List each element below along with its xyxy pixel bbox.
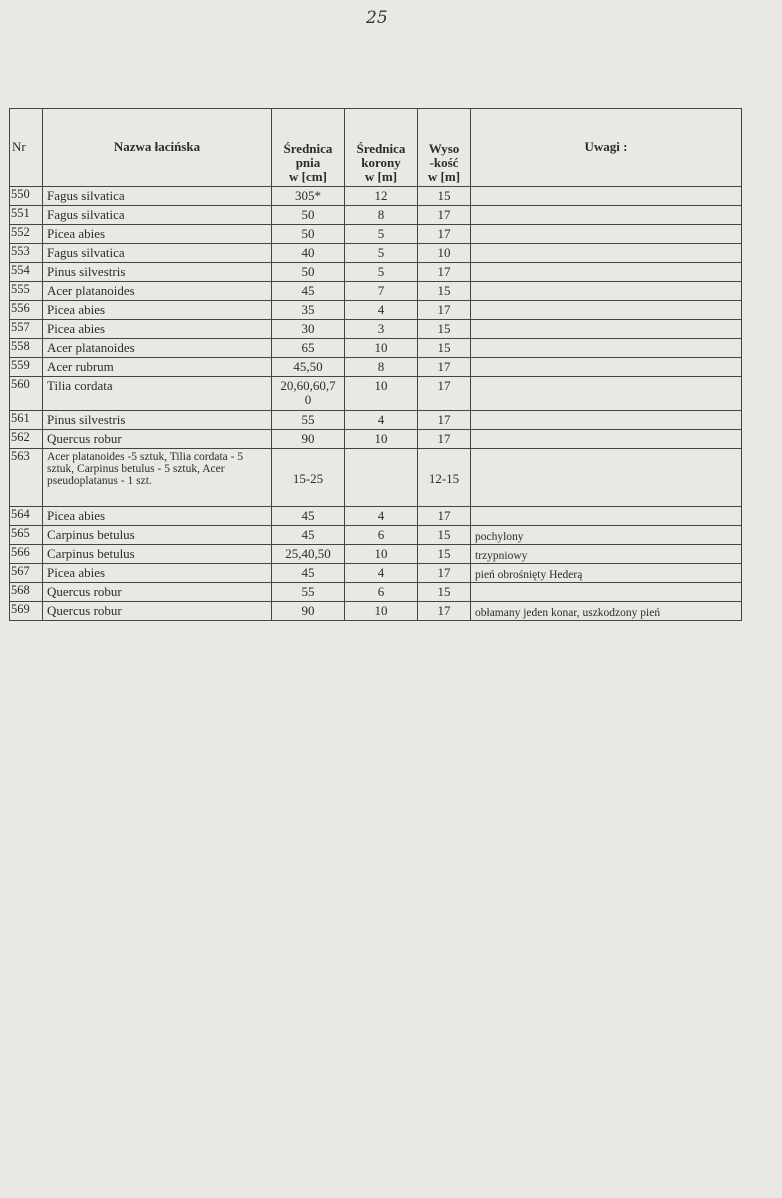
cell-trunk-diameter: 90 bbox=[272, 602, 345, 621]
cell-trunk-diameter: 40 bbox=[272, 244, 345, 263]
cell-trunk-diameter: 45 bbox=[272, 564, 345, 583]
cell-remarks bbox=[471, 320, 742, 339]
cell-nr: 556 bbox=[10, 301, 43, 320]
header-crown-diameter bbox=[345, 109, 418, 187]
cell-nr: 562 bbox=[10, 430, 43, 449]
header-trunk-line-1: Średnica bbox=[283, 141, 333, 156]
cell-trunk-diameter: 25,40,50 bbox=[272, 545, 345, 564]
cell-remarks bbox=[471, 377, 742, 411]
cell-trunk-diameter: 55 bbox=[272, 411, 345, 430]
cell-remarks: obłamany jeden konar, uszkodzony pień bbox=[471, 602, 742, 621]
cell-remarks bbox=[471, 187, 742, 206]
cell-nr: 569 bbox=[10, 602, 43, 621]
table-row bbox=[10, 206, 742, 225]
header-crown-line-2: korony bbox=[361, 155, 401, 170]
cell-latin-name: Fagus silvatica bbox=[43, 187, 272, 206]
table-row bbox=[10, 244, 742, 263]
cell-remarks bbox=[471, 430, 742, 449]
cell-crown-diameter: 10 bbox=[345, 339, 418, 358]
table-row bbox=[10, 187, 742, 206]
cell-crown-diameter: 3 bbox=[345, 320, 418, 339]
cell-trunk-diameter: 35 bbox=[272, 301, 345, 320]
table-row bbox=[10, 507, 742, 526]
cell-remarks bbox=[471, 282, 742, 301]
cell-crown-diameter: 7 bbox=[345, 282, 418, 301]
cell-remarks bbox=[471, 206, 742, 225]
cell-remarks bbox=[471, 583, 742, 602]
cell-remarks bbox=[471, 301, 742, 320]
cell-height: 17 bbox=[418, 206, 471, 225]
cell-latin-name: Picea abies bbox=[43, 225, 272, 244]
cell-crown-diameter: 10 bbox=[345, 430, 418, 449]
cell-nr: 560 bbox=[10, 377, 43, 411]
header-trunk-diameter bbox=[272, 109, 345, 187]
cell-height: 17 bbox=[418, 225, 471, 244]
cell-crown-diameter bbox=[345, 449, 418, 507]
table-row bbox=[10, 526, 742, 545]
table-row bbox=[10, 545, 742, 564]
table-row bbox=[10, 411, 742, 430]
table-row bbox=[10, 320, 742, 339]
tree-inventory-table bbox=[9, 108, 742, 621]
cell-nr: 566 bbox=[10, 545, 43, 564]
table-row bbox=[10, 225, 742, 244]
table-row bbox=[10, 564, 742, 583]
table-row bbox=[10, 602, 742, 621]
cell-nr: 559 bbox=[10, 358, 43, 377]
cell-height: 17 bbox=[418, 263, 471, 282]
cell-trunk-diameter: 50 bbox=[272, 206, 345, 225]
table-row bbox=[10, 339, 742, 358]
cell-height: 15 bbox=[418, 583, 471, 602]
cell-nr: 554 bbox=[10, 263, 43, 282]
cell-crown-diameter: 6 bbox=[345, 583, 418, 602]
cell-height: 12-15 bbox=[418, 449, 471, 507]
page-number: 25 bbox=[366, 8, 388, 28]
cell-latin-name: Quercus robur bbox=[43, 430, 272, 449]
cell-nr: 558 bbox=[10, 339, 43, 358]
cell-latin-name: Picea abies bbox=[43, 301, 272, 320]
table-row bbox=[10, 583, 742, 602]
cell-trunk-diameter: 45 bbox=[272, 526, 345, 545]
cell-trunk-diameter: 55 bbox=[272, 583, 345, 602]
table-row bbox=[10, 358, 742, 377]
table-row bbox=[10, 282, 742, 301]
cell-crown-diameter: 10 bbox=[345, 602, 418, 621]
cell-remarks bbox=[471, 358, 742, 377]
cell-nr: 564 bbox=[10, 507, 43, 526]
cell-height: 15 bbox=[418, 320, 471, 339]
header-height-line-3: w [m] bbox=[427, 169, 461, 184]
cell-nr: 567 bbox=[10, 564, 43, 583]
cell-remarks bbox=[471, 225, 742, 244]
cell-crown-diameter: 4 bbox=[345, 301, 418, 320]
cell-trunk-diameter: 30 bbox=[272, 320, 345, 339]
header-height-line-1: Wyso bbox=[428, 141, 460, 156]
header-crown-line-1: Średnica bbox=[356, 141, 406, 156]
cell-crown-diameter: 4 bbox=[345, 564, 418, 583]
table-header-row bbox=[10, 109, 742, 187]
cell-crown-diameter: 4 bbox=[345, 507, 418, 526]
cell-crown-diameter: 5 bbox=[345, 263, 418, 282]
cell-nr: 557 bbox=[10, 320, 43, 339]
cell-latin-name: Carpinus betulus bbox=[43, 526, 272, 545]
cell-latin-name: Acer rubrum bbox=[43, 358, 272, 377]
cell-trunk-diameter: 20,60,60,7 0 bbox=[272, 377, 345, 411]
header-height-line-2: -kość bbox=[429, 155, 459, 170]
table-row bbox=[10, 301, 742, 320]
cell-nr: 552 bbox=[10, 225, 43, 244]
cell-latin-name: Tilia cordata bbox=[43, 377, 272, 411]
table-row bbox=[10, 449, 742, 507]
cell-remarks bbox=[471, 263, 742, 282]
cell-height: 17 bbox=[418, 377, 471, 411]
cell-remarks bbox=[471, 507, 742, 526]
cell-nr: 551 bbox=[10, 206, 43, 225]
cell-crown-diameter: 4 bbox=[345, 411, 418, 430]
cell-crown-diameter: 8 bbox=[345, 358, 418, 377]
header-trunk-line-3: w [cm] bbox=[289, 169, 327, 184]
cell-latin-name: Acer platanoides bbox=[43, 339, 272, 358]
cell-latin-name: Pinus silvestris bbox=[43, 411, 272, 430]
cell-remarks bbox=[471, 411, 742, 430]
cell-latin-name: Fagus silvatica bbox=[43, 244, 272, 263]
table-row bbox=[10, 263, 742, 282]
cell-remarks: pochylony bbox=[471, 526, 742, 545]
cell-height: 17 bbox=[418, 564, 471, 583]
cell-trunk-diameter: 15-25 bbox=[272, 449, 345, 507]
cell-height: 17 bbox=[418, 301, 471, 320]
cell-height: 17 bbox=[418, 507, 471, 526]
cell-height: 17 bbox=[418, 411, 471, 430]
cell-nr: 568 bbox=[10, 583, 43, 602]
cell-trunk-diameter: 65 bbox=[272, 339, 345, 358]
cell-remarks: pień obrośnięty Hederą bbox=[471, 564, 742, 583]
cell-trunk-diameter: 50 bbox=[272, 225, 345, 244]
cell-remarks bbox=[471, 339, 742, 358]
cell-trunk-diameter: 45,50 bbox=[272, 358, 345, 377]
cell-nr: 565 bbox=[10, 526, 43, 545]
cell-nr: 555 bbox=[10, 282, 43, 301]
cell-height: 15 bbox=[418, 282, 471, 301]
cell-remarks bbox=[471, 449, 742, 507]
cell-height: 10 bbox=[418, 244, 471, 263]
cell-latin-name: Carpinus betulus bbox=[43, 545, 272, 564]
cell-trunk-diameter: 45 bbox=[272, 282, 345, 301]
cell-nr: 550 bbox=[10, 187, 43, 206]
cell-height: 17 bbox=[418, 358, 471, 377]
cell-crown-diameter: 10 bbox=[345, 377, 418, 411]
cell-latin-name: Pinus silvestris bbox=[43, 263, 272, 282]
cell-latin-name: Quercus robur bbox=[43, 602, 272, 621]
cell-nr: 553 bbox=[10, 244, 43, 263]
cell-trunk-diameter: 45 bbox=[272, 507, 345, 526]
header-trunk-line-2: pnia bbox=[295, 155, 321, 170]
header-height bbox=[418, 109, 471, 187]
cell-latin-name: Picea abies bbox=[43, 320, 272, 339]
cell-crown-diameter: 10 bbox=[345, 545, 418, 564]
cell-latin-name: Acer platanoides -5 sztuk, Tilia cordata - 5 sztuk, Carpinus betulus - 5 sztuk, Acer pseudoplatanus - 1 szt. bbox=[43, 449, 272, 507]
header-crown-line-3: w [m] bbox=[364, 169, 398, 184]
cell-crown-diameter: 6 bbox=[345, 526, 418, 545]
header-remarks: Uwagi : bbox=[471, 109, 742, 187]
cell-latin-name: Picea abies bbox=[43, 507, 272, 526]
header-latin-name: Nazwa łacińska bbox=[43, 109, 272, 187]
header-nr: Nr bbox=[10, 109, 43, 187]
cell-height: 17 bbox=[418, 430, 471, 449]
cell-nr: 561 bbox=[10, 411, 43, 430]
cell-height: 17 bbox=[418, 602, 471, 621]
cell-latin-name: Acer platanoides bbox=[43, 282, 272, 301]
cell-crown-diameter: 8 bbox=[345, 206, 418, 225]
cell-trunk-diameter: 50 bbox=[272, 263, 345, 282]
cell-crown-diameter: 5 bbox=[345, 225, 418, 244]
table-row bbox=[10, 377, 742, 411]
cell-height: 15 bbox=[418, 526, 471, 545]
cell-remarks bbox=[471, 244, 742, 263]
cell-latin-name: Picea abies bbox=[43, 564, 272, 583]
cell-crown-diameter: 5 bbox=[345, 244, 418, 263]
cell-nr: 563 bbox=[10, 449, 43, 507]
cell-height: 15 bbox=[418, 339, 471, 358]
cell-trunk-diameter: 90 bbox=[272, 430, 345, 449]
cell-trunk-diameter: 305* bbox=[272, 187, 345, 206]
cell-remarks: trzypniowy bbox=[471, 545, 742, 564]
cell-latin-name: Quercus robur bbox=[43, 583, 272, 602]
cell-latin-name: Fagus silvatica bbox=[43, 206, 272, 225]
cell-crown-diameter: 12 bbox=[345, 187, 418, 206]
table-row bbox=[10, 430, 742, 449]
cell-height: 15 bbox=[418, 545, 471, 564]
cell-height: 15 bbox=[418, 187, 471, 206]
